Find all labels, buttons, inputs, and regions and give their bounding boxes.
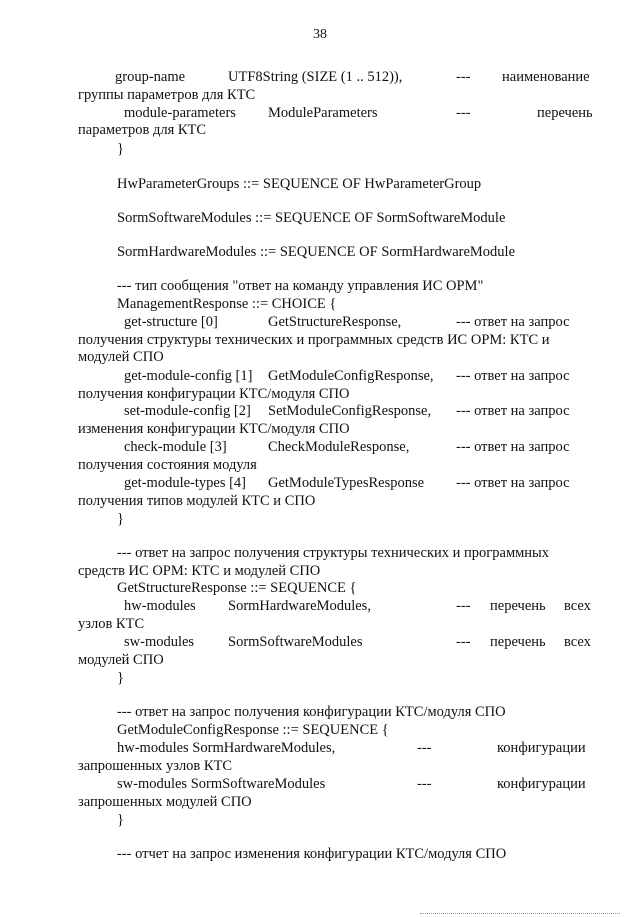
text-line: параметров для КТС bbox=[78, 122, 207, 138]
text-line: GetModuleConfigResponse ::= SEQUENCE { bbox=[117, 722, 389, 738]
bottom-rule bbox=[420, 913, 620, 914]
text-segment: CheckModuleResponse, bbox=[268, 439, 410, 455]
text-line: группы параметров для КТС bbox=[78, 87, 256, 103]
text-line: } bbox=[117, 670, 124, 686]
text-line: запрошенных узлов КТС bbox=[78, 758, 233, 774]
text-line: } bbox=[117, 511, 124, 527]
text-line: получения типов модулей КТС и СПО bbox=[78, 493, 316, 509]
text-segment: --- ответ на запрос bbox=[456, 314, 570, 330]
text-segment: конфигурации bbox=[497, 740, 586, 756]
page-number: 38 bbox=[313, 27, 327, 42]
text-segment: UTF8String (SIZE (1 .. 512)), bbox=[228, 69, 403, 85]
text-segment: ModuleParameters bbox=[268, 105, 378, 121]
text-segment: module-parameters bbox=[124, 105, 236, 121]
text-segment: перечень bbox=[490, 634, 546, 650]
text-segment: get-structure [0] bbox=[124, 314, 218, 330]
text-segment: hw-modules SormHardwareModules, bbox=[117, 740, 336, 756]
text-line: HwParameterGroups ::= SEQUENCE OF HwParameterGroup bbox=[117, 176, 482, 192]
text-segment: --- ответ на запрос bbox=[456, 475, 570, 491]
text-segment: get-module-config [1] bbox=[124, 368, 253, 384]
text-line: --- ответ на запрос получения структуры технических и программных bbox=[117, 545, 550, 561]
text-segment: sw-modules bbox=[124, 634, 195, 650]
text-segment: SormHardwareModules, bbox=[228, 598, 371, 614]
text-segment: --- ответ на запрос bbox=[456, 403, 570, 419]
text-segment: SormSoftwareModules bbox=[228, 634, 363, 650]
text-line: } bbox=[117, 141, 124, 157]
text-line: средств ИС ОРМ: КТС и модулей СПО bbox=[78, 563, 321, 579]
text-segment: перечень bbox=[537, 105, 593, 121]
text-segment: GetStructureResponse, bbox=[268, 314, 402, 330]
text-line: GetStructureResponse ::= SEQUENCE { bbox=[117, 580, 357, 596]
text-line: модулей СПО bbox=[78, 349, 164, 365]
text-line: изменения конфигурации КТС/модуля СПО bbox=[78, 421, 350, 437]
text-line: получения состояния модуля bbox=[78, 457, 257, 473]
text-line: SormHardwareModules ::= SEQUENCE OF SormHardwareModule bbox=[117, 244, 516, 260]
text-segment: --- ответ на запрос bbox=[456, 368, 570, 384]
text-line: --- ответ на запрос получения конфигурации КТС/модуля СПО bbox=[117, 704, 506, 720]
text-segment: GetModuleConfigResponse, bbox=[268, 368, 434, 384]
text-line: ManagementResponse ::= CHOICE { bbox=[117, 296, 337, 312]
text-line: } bbox=[117, 812, 124, 828]
text-line: получения конфигурации КТС/модуля СПО bbox=[78, 386, 350, 402]
text-line: --- тип сообщения "ответ на команду управления ИС ОРМ" bbox=[117, 278, 484, 294]
text-segment: set-module-config [2] bbox=[124, 403, 251, 419]
text-segment: перечень bbox=[490, 598, 546, 614]
text-segment: --- bbox=[456, 598, 471, 614]
text-segment: get-module-types [4] bbox=[124, 475, 247, 491]
text-line: получения структуры технических и программных средств ИС ОРМ: КТС и bbox=[78, 332, 550, 348]
text-segment: group-name bbox=[115, 69, 186, 85]
text-segment: наименование bbox=[502, 69, 590, 85]
text-segment: всех bbox=[564, 634, 591, 650]
text-segment: GetModuleTypesResponse bbox=[268, 475, 425, 491]
text-segment: --- bbox=[417, 776, 432, 792]
text-segment: sw-modules SormSoftwareModules bbox=[117, 776, 326, 792]
text-segment: --- bbox=[456, 69, 471, 85]
text-line: запрошенных модулей СПО bbox=[78, 794, 252, 810]
text-segment: --- bbox=[456, 634, 471, 650]
text-line: SormSoftwareModules ::= SEQUENCE OF SormSoftwareModule bbox=[117, 210, 506, 226]
text-line: --- отчет на запрос изменения конфигурации КТС/модуля СПО bbox=[117, 846, 507, 862]
text-line: модулей СПО bbox=[78, 652, 164, 668]
text-segment: check-module [3] bbox=[124, 439, 227, 455]
text-segment: всех bbox=[564, 598, 591, 614]
text-segment: SetModuleConfigResponse, bbox=[268, 403, 432, 419]
text-segment: --- ответ на запрос bbox=[456, 439, 570, 455]
text-segment: конфигурации bbox=[497, 776, 586, 792]
text-segment: --- bbox=[456, 105, 471, 121]
text-segment: hw-modules bbox=[124, 598, 196, 614]
text-segment: --- bbox=[417, 740, 432, 756]
text-line: узлов КТС bbox=[78, 616, 145, 632]
